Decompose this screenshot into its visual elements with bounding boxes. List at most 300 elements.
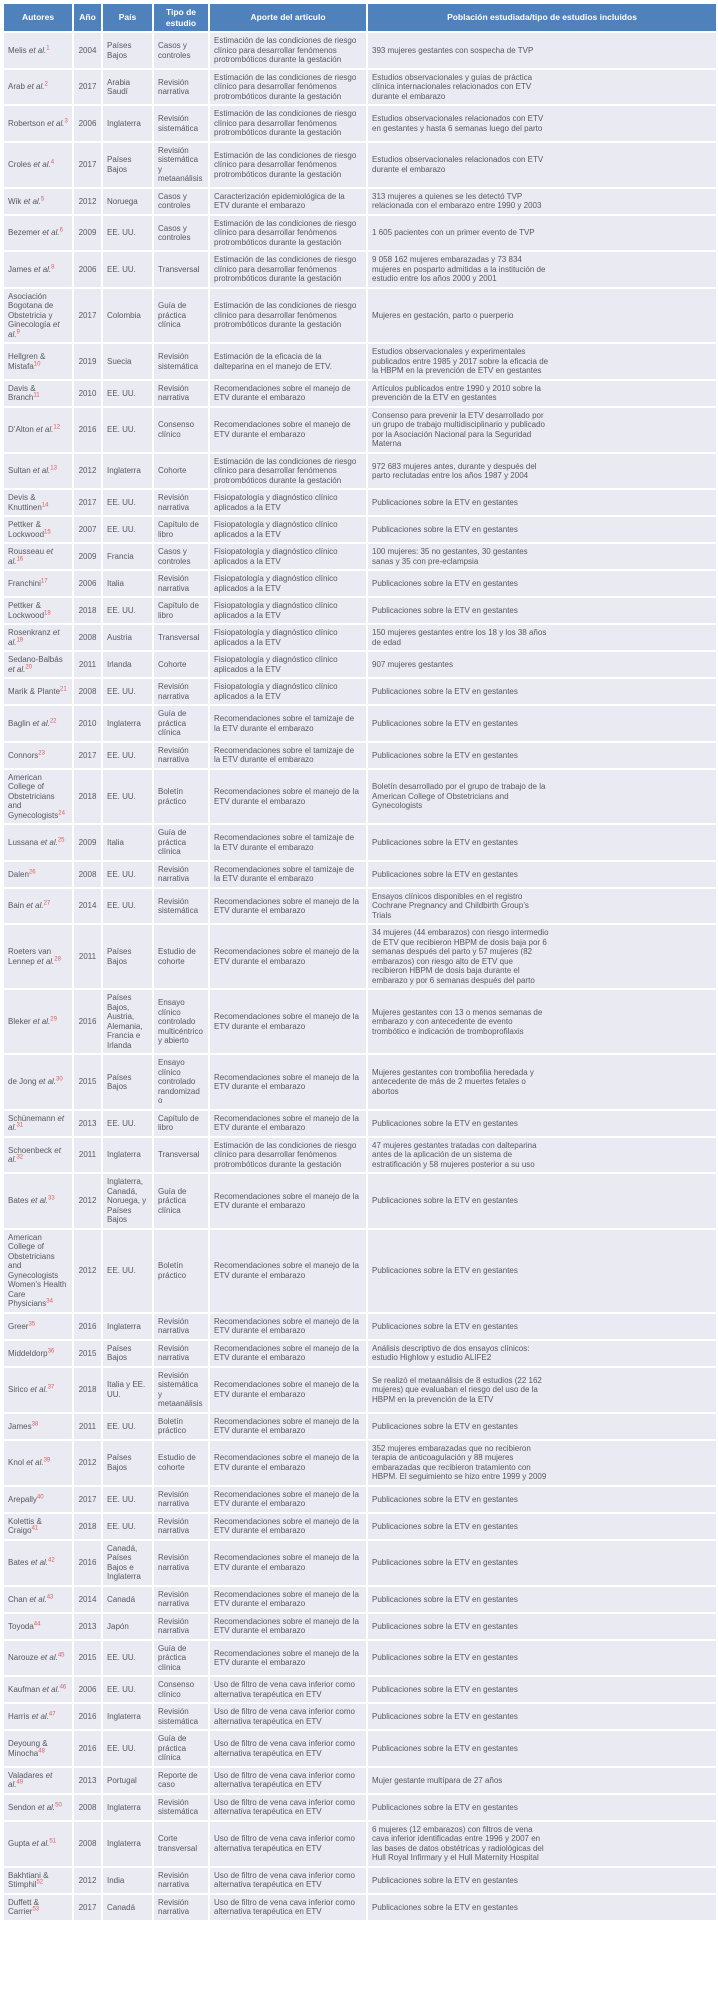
- table-row: [3, 188, 717, 215]
- cell-ano: 2015: [73, 1340, 102, 1367]
- cell-aporte: Fisiopatología y diagnóstico clínico aplicados a la ETV: [209, 624, 367, 651]
- cell-ano: 2016: [73, 989, 102, 1054]
- table-row: [3, 32, 717, 69]
- cell-autores: Bleker et al.$^{29}$: [3, 989, 73, 1054]
- cell-poblacion: Publicaciones sobre la ETV en gestantes: [367, 1540, 717, 1586]
- cell-ano: 2007: [73, 516, 102, 543]
- cell-aporte: Recomendaciones sobre el manejo de la ETV durante el embarazo: [209, 1313, 367, 1340]
- table-row: [3, 1413, 717, 1440]
- cell-tipo: Ensayo clínico controlado multicéntrico y abierto: [153, 989, 209, 1054]
- cell-autores: Chan et al.$^{43}$: [3, 1586, 73, 1613]
- cell-pais: Inglaterra: [102, 1137, 153, 1174]
- cell-tipo: Boletín práctico: [153, 1229, 209, 1313]
- cell-poblacion: Publicaciones sobre la ETV en gestantes: [367, 1486, 717, 1513]
- table-body: [3, 32, 717, 1921]
- reference-number: 41: [31, 1525, 39, 1532]
- table-row: [3, 861, 717, 888]
- cell-autores: Franchini$^{17}$: [3, 570, 73, 597]
- cell-aporte: Estimación de las condiciones de riesgo clínico para desarrollar fenómenos protrombóticos durante la gestación: [209, 69, 367, 106]
- table-row: [3, 888, 717, 925]
- cell-tipo: Guía de práctica clínica: [153, 705, 209, 742]
- cell-pais: EE. UU.: [102, 861, 153, 888]
- cell-aporte: Estimación de las condiciones de riesgo clínico para desarrollar fenómenos protrombóticos durante la gestación: [209, 142, 367, 188]
- cell-ano: 2012: [73, 1173, 102, 1229]
- reference-number: 33: [48, 1195, 55, 1202]
- table-row: [3, 1110, 717, 1137]
- reference-number: 22: [49, 718, 57, 725]
- cell-tipo: Consenso clínico: [153, 407, 209, 453]
- cell-poblacion: Publicaciones sobre la ETV en gestantes: [367, 1640, 717, 1677]
- cell-pais: Francia: [102, 543, 153, 570]
- cell-autores: Harris et al.$^{47}$: [3, 1703, 73, 1730]
- cell-pais: Inglaterra: [102, 1703, 153, 1730]
- reference-number: 40: [36, 1493, 44, 1500]
- cell-ano: 2016: [73, 1730, 102, 1767]
- cell-ano: 2008: [73, 624, 102, 651]
- cell-ano: 2014: [73, 1586, 102, 1613]
- cell-aporte: Uso de filtro de vena cava inferior como alternativa terapéutica en ETV: [209, 1730, 367, 1767]
- cell-ano: 2017: [73, 742, 102, 769]
- cell-aporte: Recomendaciones sobre el manejo de la ETV durante el embarazo: [209, 769, 367, 825]
- cell-aporte: Recomendaciones sobre el manejo de la ETV durante el embarazo: [209, 1054, 367, 1110]
- cell-poblacion: Publicaciones sobre la ETV en gestantes: [367, 1867, 717, 1894]
- cell-pais: EE. UU.: [102, 1676, 153, 1703]
- table-row: [3, 1586, 717, 1613]
- cell-pais: Inglaterra: [102, 1821, 153, 1867]
- table-row: [3, 989, 717, 1054]
- reference-number: 3: [64, 118, 68, 125]
- reference-number: 34: [46, 1298, 53, 1305]
- cell-ano: 2006: [73, 1676, 102, 1703]
- cell-pais: Inglaterra: [102, 705, 153, 742]
- cell-tipo: Revisión sistemática y metaanálisis: [153, 142, 209, 188]
- cell-tipo: Estudio de cohorte: [153, 924, 209, 989]
- cell-poblacion: Publicaciones sobre la ETV en gestantes: [367, 1513, 717, 1540]
- reference-number: 51: [49, 1838, 57, 1845]
- cell-aporte: Estimación de las condiciones de riesgo clínico para desarrollar fenómenos protrombóticos durante la gestación: [209, 453, 367, 490]
- cell-aporte: Recomendaciones sobre el manejo de la ETV durante el embarazo: [209, 1486, 367, 1513]
- cell-ano: 2006: [73, 251, 102, 288]
- cell-aporte: Estimación de las condiciones de riesgo clínico para desarrollar fenómenos protrombóticos durante la gestación: [209, 215, 367, 252]
- cell-tipo: Revisión narrativa: [153, 1486, 209, 1513]
- cell-autores: American College of Obstetricians and Gynecologists$^{24}$: [3, 769, 73, 825]
- cell-pais: EE. UU.: [102, 1640, 153, 1677]
- cell-tipo: Consenso clínico: [153, 1676, 209, 1703]
- cell-aporte: Recomendaciones sobre el tamizaje de la ETV durante el embarazo: [209, 742, 367, 769]
- cell-pais: Países Bajos: [102, 32, 153, 69]
- cell-ano: 2011: [73, 924, 102, 989]
- table-row: [3, 1730, 717, 1767]
- cell-ano: 2012: [73, 188, 102, 215]
- cell-poblacion: 47 mujeres gestantes tratadas con dalteparina antes de la aplicación de un sistema de estratificación y 58 mujeres posterior a su uso: [367, 1137, 717, 1174]
- cell-pais: Austria: [102, 624, 153, 651]
- cell-aporte: Recomendaciones sobre el manejo de la ETV durante el embarazo: [209, 1173, 367, 1229]
- reference-number: 27: [43, 900, 51, 907]
- cell-tipo: Transversal: [153, 1137, 209, 1174]
- cell-aporte: Recomendaciones sobre el manejo de la ETV durante el embarazo: [209, 1367, 367, 1413]
- reference-number: 6: [59, 227, 63, 234]
- cell-autores: Rousseau et al.$^{16}$: [3, 543, 73, 570]
- cell-autores: Sedano-Balbás et al.$^{20}$: [3, 651, 73, 678]
- cell-aporte: Uso de filtro de vena cava inferior como alternativa terapéutica en ETV: [209, 1767, 367, 1794]
- cell-aporte: Fisiopatología y diagnóstico clínico aplicados a la ETV: [209, 597, 367, 624]
- cell-ano: 2008: [73, 1794, 102, 1821]
- reference-number: 44: [33, 1620, 41, 1627]
- cell-tipo: Revisión narrativa: [153, 570, 209, 597]
- cell-pais: EE. UU.: [102, 888, 153, 925]
- cell-autores: Dalen$^{26}$: [3, 861, 73, 888]
- cell-pais: Canadá: [102, 1586, 153, 1613]
- col-header-ano: Año: [73, 3, 102, 32]
- cell-aporte: Recomendaciones sobre el manejo de la ETV durante el embarazo: [209, 1110, 367, 1137]
- cell-poblacion: Mujeres gestantes con trombofilia heredada y antecedente de más de 2 muertes fetales o abortos: [367, 1054, 717, 1110]
- reference-number: 20: [25, 664, 33, 671]
- cell-tipo: Casos y controles: [153, 543, 209, 570]
- cell-pais: EE. UU.: [102, 769, 153, 825]
- cell-pais: EE. UU.: [102, 251, 153, 288]
- cell-ano: 2013: [73, 1767, 102, 1794]
- reference-number: 29: [50, 1016, 57, 1023]
- table-row: [3, 824, 717, 861]
- col-header-poblacion: [367, 3, 717, 32]
- reference-number: 4: [50, 159, 55, 166]
- cell-tipo: Boletín práctico: [153, 769, 209, 825]
- cell-autores: Bakhtiani & Stimphil$^{52}$: [3, 1867, 73, 1894]
- reference-number: 14: [41, 502, 49, 509]
- cell-poblacion: 352 mujeres embarazadas que no recibieron terapia de anticoagulación y 88 mujeres embarazadas que recibieron tratamiento con HBPM. El seguimiento se hizo entre 1999 y 2009: [367, 1440, 717, 1486]
- cell-poblacion: 313 mujeres a quienes se les detectó TVP relacionada con el embarazo entre 1990 y 2003: [367, 188, 717, 215]
- col-header-aporte: Aporte del artículo: [209, 3, 367, 32]
- table-row: [3, 215, 717, 252]
- cell-autores: James et al.$^8$: [3, 251, 73, 288]
- reference-number: 30: [56, 1076, 63, 1083]
- cell-aporte: Uso de filtro de vena cava inferior como alternativa terapéutica en ETV: [209, 1894, 367, 1921]
- table-row: [3, 924, 717, 989]
- cell-tipo: Revisión narrativa: [153, 380, 209, 407]
- reference-number: 31: [16, 1122, 24, 1129]
- cell-poblacion: Publicaciones sobre la ETV en gestantes: [367, 1586, 717, 1613]
- table-row: [3, 516, 717, 543]
- cell-tipo: Capítulo de libro: [153, 597, 209, 624]
- cell-pais: EE. UU.: [102, 1413, 153, 1440]
- cell-poblacion: Publicaciones sobre la ETV en gestantes: [367, 597, 717, 624]
- cell-autores: Hellgren & Mistafa$^{10}$: [3, 343, 73, 380]
- cell-autores: Duffett & Carrier$^{53}$: [3, 1894, 73, 1921]
- cell-aporte: Uso de filtro de vena cava inferior como alternativa terapéutica en ETV: [209, 1821, 367, 1867]
- cell-tipo: Revisión narrativa: [153, 742, 209, 769]
- cell-autores: Knol et al.$^{39}$: [3, 1440, 73, 1486]
- cell-aporte: Recomendaciones sobre el manejo de la ETV durante el embarazo: [209, 1586, 367, 1613]
- cell-ano: 2014: [73, 888, 102, 925]
- cell-autores: American College of Obstetricians and Gynecologists Women’s Health Care Physicians$^{34}$: [3, 1229, 73, 1313]
- cell-aporte: Recomendaciones sobre el tamizaje de la ETV durante el embarazo: [209, 824, 367, 861]
- cell-poblacion: Publicaciones sobre la ETV en gestantes: [367, 742, 717, 769]
- cell-pais: Países Bajos: [102, 142, 153, 188]
- cell-tipo: Revisión narrativa: [153, 678, 209, 705]
- cell-tipo: Revisión narrativa: [153, 69, 209, 106]
- cell-poblacion: 1 605 pacientes con un primer evento de TVP: [367, 215, 717, 252]
- cell-poblacion: Mujer gestante multípara de 27 años: [367, 1767, 717, 1794]
- cell-pais: EE. UU.: [102, 516, 153, 543]
- table-row: [3, 651, 717, 678]
- cell-aporte: Recomendaciones sobre el manejo de ETV durante el embarazo: [209, 407, 367, 453]
- cell-poblacion: Publicaciones sobre la ETV en gestantes: [367, 1173, 717, 1229]
- cell-ano: 2018: [73, 769, 102, 825]
- cell-ano: 2009: [73, 215, 102, 252]
- cell-autores: Bezemer et al.$^6$: [3, 215, 73, 252]
- table-row: [3, 1054, 717, 1110]
- table-row: [3, 1440, 717, 1486]
- cell-pais: Inglaterra: [102, 1794, 153, 1821]
- reference-number: 52: [36, 1879, 44, 1886]
- cell-aporte: Fisiopatología y diagnóstico clínico aplicados a la ETV: [209, 489, 367, 516]
- table-header: [3, 3, 717, 32]
- reference-number: 21: [60, 686, 67, 693]
- cell-pais: EE. UU.: [102, 742, 153, 769]
- cell-pais: Países Bajos: [102, 1340, 153, 1367]
- cell-poblacion: Estudios observacionales relacionados con ETV durante el embarazo: [367, 142, 717, 188]
- cell-autores: Toyoda$^{44}$: [3, 1613, 73, 1640]
- reference-number: 13: [50, 465, 57, 472]
- cell-autores: Gupta et al.$^{51}$: [3, 1821, 73, 1867]
- cell-autores: Wik et al.$^5$: [3, 188, 73, 215]
- reference-number: 15: [44, 529, 51, 536]
- cell-autores: Lussana et al.$^{25}$: [3, 824, 73, 861]
- table-row: [3, 1867, 717, 1894]
- cell-autores: Deyoung & Minocha$^{48}$: [3, 1730, 73, 1767]
- table-row: [3, 1794, 717, 1821]
- reference-number: 32: [16, 1154, 24, 1161]
- reference-number: 24: [58, 810, 65, 817]
- cell-poblacion: Publicaciones sobre la ETV en gestantes: [367, 1313, 717, 1340]
- table-row: [3, 142, 717, 188]
- table-row: [3, 1613, 717, 1640]
- cell-pais: EE. UU.: [102, 407, 153, 453]
- cell-pais: Colombia: [102, 288, 153, 344]
- reference-number: 50: [55, 1801, 62, 1808]
- cell-autores: Davis & Branch$^{11}$: [3, 380, 73, 407]
- cell-poblacion: Publicaciones sobre la ETV en gestantes: [367, 1794, 717, 1821]
- cell-ano: 2017: [73, 69, 102, 106]
- cell-ano: 2019: [73, 343, 102, 380]
- table-row: [3, 288, 717, 344]
- cell-poblacion: 6 mujeres (12 embarazos) con filtros de vena cava inferior identificadas entre 1996 y 2007 en las bases de datos obstétricas y radiológicas del Hull Royal Infirmary y el Hull Maternity Hospital: [367, 1821, 717, 1867]
- cell-tipo: Revisión narrativa: [153, 1313, 209, 1340]
- cell-autores: de Jong et al.$^{30}$: [3, 1054, 73, 1110]
- cell-poblacion: Publicaciones sobre la ETV en gestantes: [367, 570, 717, 597]
- cell-ano: 2016: [73, 1313, 102, 1340]
- cell-pais: Noruega: [102, 188, 153, 215]
- cell-ano: 2017: [73, 288, 102, 344]
- cell-ano: 2018: [73, 597, 102, 624]
- cell-poblacion: Estudios observacionales y experimentales publicados entre 1985 y 2017 sobre la eficacia de la HBPM en la prevención de ETV en gestantes: [367, 343, 717, 380]
- cell-aporte: Recomendaciones sobre el manejo de la ETV durante el embarazo: [209, 924, 367, 989]
- reference-number: 47: [48, 1711, 56, 1718]
- reference-number: 35: [28, 1320, 36, 1327]
- cell-pais: EE. UU.: [102, 215, 153, 252]
- cell-autores: D’Alton et al.$^{12}$: [3, 407, 73, 453]
- cell-autores: Rosenkranz et al.$^{19}$: [3, 624, 73, 651]
- table-row: [3, 380, 717, 407]
- reference-number: 2: [44, 81, 48, 88]
- cell-pais: EE. UU.: [102, 1229, 153, 1313]
- cell-tipo: Casos y controles: [153, 32, 209, 69]
- cell-pais: Países Bajos: [102, 1440, 153, 1486]
- cell-pais: Países Bajos, Austria, Alemania, Francia e Irlanda: [102, 989, 153, 1054]
- cell-tipo: Cohorte: [153, 453, 209, 490]
- table-row: [3, 570, 717, 597]
- cell-poblacion: 907 mujeres gestantes: [367, 651, 717, 678]
- table-row: [3, 343, 717, 380]
- cell-autores: Melis et al.$^1$: [3, 32, 73, 69]
- reference-number: 39: [43, 1457, 51, 1464]
- cell-aporte: Estimación de las condiciones de riesgo clínico para desarrollar fenómenos protrombóticos durante la gestación: [209, 32, 367, 69]
- cell-autores: Devis & Knuttinen$^{14}$: [3, 489, 73, 516]
- reference-number: 53: [32, 1906, 40, 1913]
- cell-autores: Kaufman et al.$^{46}$: [3, 1676, 73, 1703]
- cell-autores: Marik & Plante$^{21}$: [3, 678, 73, 705]
- cell-autores: Sendon et al.$^{50}$: [3, 1794, 73, 1821]
- col-header-tipo: Tipo de estudio: [153, 3, 209, 32]
- cell-pais: EE. UU.: [102, 597, 153, 624]
- cell-poblacion: Publicaciones sobre la ETV en gestantes: [367, 1676, 717, 1703]
- cell-aporte: Estimación de las condiciones de riesgo clínico para desarrollar fenómenos protrombóticos durante la gestación: [209, 288, 367, 344]
- table-row: [3, 1313, 717, 1340]
- table-row: [3, 251, 717, 288]
- cell-poblacion: Publicaciones sobre la ETV en gestantes: [367, 705, 717, 742]
- cell-ano: 2010: [73, 705, 102, 742]
- cell-tipo: Revisión narrativa: [153, 1540, 209, 1586]
- cell-aporte: Recomendaciones sobre el manejo de la ETV durante el embarazo: [209, 1229, 367, 1313]
- cell-autores: Pettker & Lockwood$^{15}$: [3, 516, 73, 543]
- cell-ano: 2011: [73, 1137, 102, 1174]
- cell-ano: 2009: [73, 824, 102, 861]
- cell-autores: Kolettis & Craigo$^{41}$: [3, 1513, 73, 1540]
- reference-number: 8: [51, 264, 55, 271]
- reference-number: 45: [57, 1652, 65, 1659]
- cell-ano: 2012: [73, 1440, 102, 1486]
- col-header-poblacion-label: Población estudiada/tipo de estudios incluidos: [447, 12, 637, 23]
- cell-tipo: Guía de práctica clínica: [153, 1640, 209, 1677]
- cell-ano: 2013: [73, 1613, 102, 1640]
- cell-poblacion: Publicaciones sobre la ETV en gestantes: [367, 1229, 717, 1313]
- cell-pais: Portugal: [102, 1767, 153, 1794]
- cell-pais: EE. UU.: [102, 1513, 153, 1540]
- reference-number: 17: [40, 578, 48, 585]
- cell-tipo: Revisión sistemática: [153, 105, 209, 142]
- cell-pais: Italia y EE. UU.: [102, 1367, 153, 1413]
- cell-tipo: Transversal: [153, 624, 209, 651]
- cell-tipo: Capítulo de libro: [153, 516, 209, 543]
- table-row: [3, 1676, 717, 1703]
- cell-ano: 2008: [73, 861, 102, 888]
- cell-poblacion: Publicaciones sobre la ETV en gestantes: [367, 1703, 717, 1730]
- cell-aporte: Estimación de las condiciones de riesgo clínico para desarrollar fenómenos protrombóticos durante la gestación: [209, 1137, 367, 1174]
- reference-number: 38: [31, 1420, 39, 1427]
- reference-number: 23: [38, 749, 45, 756]
- reference-number: 36: [47, 1347, 55, 1354]
- col-header-autores: Autores: [3, 3, 73, 32]
- cell-aporte: Fisiopatología y diagnóstico clínico aplicados a la ETV: [209, 651, 367, 678]
- cell-autores: Sultan et al.$^{13}$: [3, 453, 73, 490]
- cell-tipo: Revisión narrativa: [153, 489, 209, 516]
- cell-aporte: Estimación de la eficacia de la dalteparina en el manejo de ETV.: [209, 343, 367, 380]
- cell-tipo: Revisión narrativa: [153, 1586, 209, 1613]
- reference-number: 18: [44, 610, 51, 617]
- cell-ano: 2017: [73, 489, 102, 516]
- cell-ano: 2006: [73, 105, 102, 142]
- cell-autores: Croles et al.$^4$: [3, 142, 73, 188]
- cell-pais: Irlanda: [102, 651, 153, 678]
- cell-tipo: Transversal: [153, 251, 209, 288]
- reference-number: 48: [38, 1747, 45, 1754]
- cell-aporte: Recomendaciones sobre el manejo de la ETV durante el embarazo: [209, 1440, 367, 1486]
- table-row: [3, 489, 717, 516]
- cell-ano: 2017: [73, 1894, 102, 1921]
- cell-autores: Middeldorp$^{36}$: [3, 1340, 73, 1367]
- cell-ano: 2016: [73, 407, 102, 453]
- cell-poblacion: 100 mujeres: 35 no gestantes, 30 gestantes sanas y 35 con pre-eclampsia: [367, 543, 717, 570]
- cell-poblacion: Artículos publicados entre 1990 y 2010 sobre la prevención de la ETV en gestantes: [367, 380, 717, 407]
- reference-number: 43: [46, 1593, 54, 1600]
- table-row: [3, 1137, 717, 1174]
- table-row: [3, 678, 717, 705]
- reference-number: 25: [57, 837, 65, 844]
- reference-number: 1: [46, 45, 50, 52]
- cell-tipo: Revisión narrativa: [153, 1340, 209, 1367]
- cell-aporte: Estimación de las condiciones de riesgo clínico para desarrollar fenómenos protrombóticos durante la gestación: [209, 105, 367, 142]
- cell-poblacion: 9 058 162 mujeres embarazadas y 73 834 mujeres en posparto admitidas a la institución de estudio entre los años 2000 y 2001: [367, 251, 717, 288]
- reference-number: 5: [40, 195, 45, 202]
- cell-ano: 2012: [73, 1229, 102, 1313]
- cell-aporte: Uso de filtro de vena cava inferior como alternativa terapéutica en ETV: [209, 1867, 367, 1894]
- table-row: [3, 1173, 717, 1229]
- cell-pais: India: [102, 1867, 153, 1894]
- reference-number: 9: [16, 329, 20, 336]
- cell-pais: Inglaterra, Canadá, Noruega, y Países Bajos: [102, 1173, 153, 1229]
- table-row: [3, 69, 717, 106]
- cell-pais: Arabia Saudí: [102, 69, 153, 106]
- table-row: [3, 105, 717, 142]
- table-row: [3, 407, 717, 453]
- table-row: [3, 742, 717, 769]
- cell-ano: 2011: [73, 651, 102, 678]
- table-row: [3, 1767, 717, 1794]
- cell-ano: 2016: [73, 1540, 102, 1586]
- cell-poblacion: Publicaciones sobre la ETV en gestantes: [367, 824, 717, 861]
- cell-autores: Arab et al.$^2$: [3, 69, 73, 106]
- table-row: [3, 1640, 717, 1677]
- table-row: [3, 1894, 717, 1921]
- cell-ano: 2006: [73, 570, 102, 597]
- cell-autores: Bates et al.$^{33}$: [3, 1173, 73, 1229]
- cell-ano: 2015: [73, 1054, 102, 1110]
- table-row: [3, 597, 717, 624]
- cell-pais: Suecia: [102, 343, 153, 380]
- reference-number: 16: [16, 556, 24, 563]
- cell-pais: Italia: [102, 570, 153, 597]
- cell-poblacion: Mujeres en gestación, parto o puerperio: [367, 288, 717, 344]
- cell-pais: Países Bajos: [102, 924, 153, 989]
- cell-autores: Sirico et al.$^{37}$: [3, 1367, 73, 1413]
- cell-poblacion: Publicaciones sobre la ETV en gestantes: [367, 861, 717, 888]
- cell-ano: 2018: [73, 1367, 102, 1413]
- cell-aporte: Recomendaciones sobre el tamizaje de la ETV durante el embarazo: [209, 861, 367, 888]
- cell-autores: Narouze et al.$^{45}$: [3, 1640, 73, 1677]
- table-row: [3, 769, 717, 825]
- cell-tipo: Estudio de cohorte: [153, 1440, 209, 1486]
- cell-pais: Inglaterra: [102, 105, 153, 142]
